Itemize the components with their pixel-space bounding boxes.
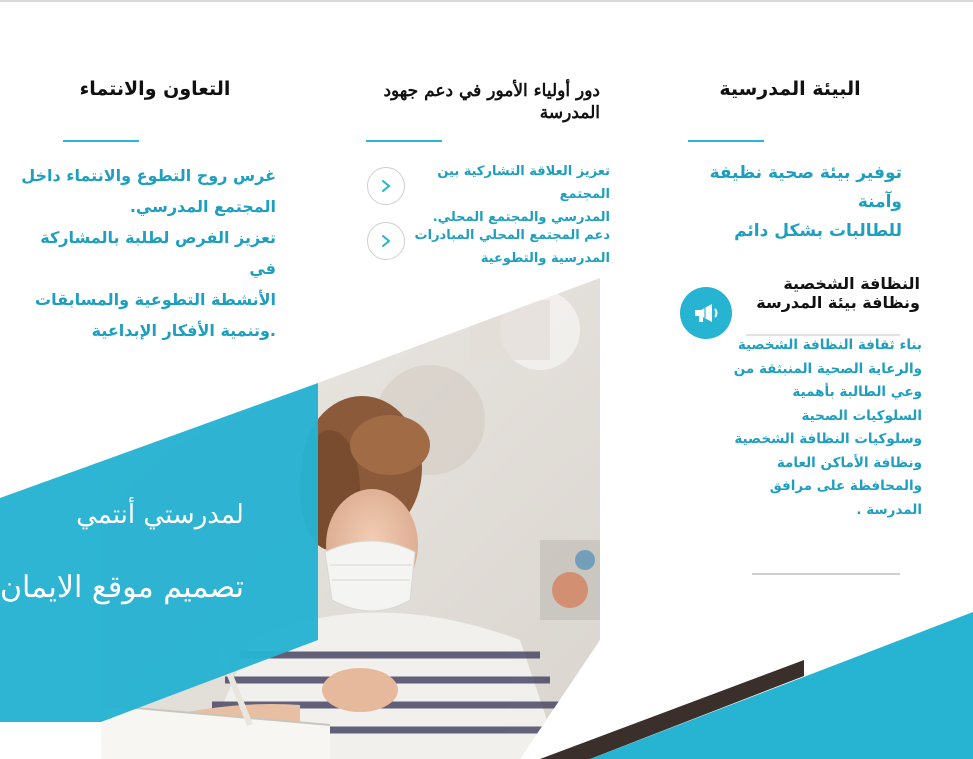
parents-title-line: المدرسة [539, 103, 600, 123]
parents-item-line: المدرسي والمجتمع المحلي. [432, 210, 610, 225]
parents-title [362, 80, 600, 124]
environment-title-underline [688, 140, 764, 142]
hygiene-heading-line: النظافة الشخصية [783, 274, 920, 293]
cooperation-text [20, 160, 276, 346]
parents-item-line: المدرسية والتطوعية [480, 251, 610, 266]
environment-intro [670, 159, 902, 246]
cooperation-line: .وتنمية الأفكار الإبداعية [91, 321, 276, 340]
cooperation-title-underline [63, 140, 139, 142]
hygiene-line: المدرسة . [856, 501, 922, 518]
megaphone-badge [680, 287, 732, 339]
promo-watermark: تصميم موقع الايمان [0, 570, 244, 605]
hygiene-heading-line: ونظافة بيئة المدرسة [756, 293, 920, 312]
cooperation-title: التعاون والانتماء [79, 78, 231, 100]
parents-item-2-arrow-button[interactable] [367, 222, 405, 260]
chevron-right-icon [380, 234, 392, 248]
hygiene-list [700, 334, 922, 522]
parents-title-underline [366, 140, 442, 142]
environment-intro-line: للطالبات بشكل دائم [734, 221, 902, 241]
chevron-right-icon [380, 179, 392, 193]
cooperation-line: الأنشطة التطوعية والمسابقات [35, 290, 276, 309]
hygiene-line: والمحافظة على مرافق [769, 478, 922, 494]
promo-slogan: لمدرستي أنتمي [76, 500, 244, 530]
parents-title-line: دور أولياء الأمور في دعم جهود [383, 81, 600, 101]
megaphone-icon [692, 301, 720, 325]
parents-item-1 [408, 160, 610, 229]
cooperation-line: غرس روح التطوع والانتماء داخل [21, 166, 276, 185]
hygiene-line: وسلوكيات النظافة الشخصية [734, 431, 922, 447]
hygiene-heading [740, 274, 920, 312]
cyan-corner [590, 612, 973, 759]
parents-item-line: تعزيز العلاقة التشاركية بين المجتمع [437, 164, 610, 202]
hygiene-line: السلوكيات الصحية [801, 407, 922, 424]
hygiene-line: ونظافة الأماكن العامة [776, 454, 922, 471]
parents-item-2 [408, 224, 610, 270]
cooperation-line: المجتمع المدرسي. [129, 197, 276, 216]
hygiene-line: بناء ثقافة النظافة الشخصية [737, 337, 922, 353]
list-divider-bottom [752, 573, 900, 575]
hygiene-line: والرعاية الصحية المنبثقة من [733, 360, 922, 377]
hygiene-line: وعي الطالبة بأهمية [792, 384, 922, 400]
cooperation-line: تعزيز الفرص لطلبة بالمشاركة في [40, 228, 276, 278]
environment-intro-line: توفير بيئة صحية نظيفة وآمنة [709, 163, 902, 212]
parents-item-line: دعم المجتمع المحلي المبادرات [414, 228, 610, 243]
environment-title: البيئة المدرسية [719, 78, 861, 100]
parents-item-1-arrow-button[interactable] [367, 167, 405, 205]
